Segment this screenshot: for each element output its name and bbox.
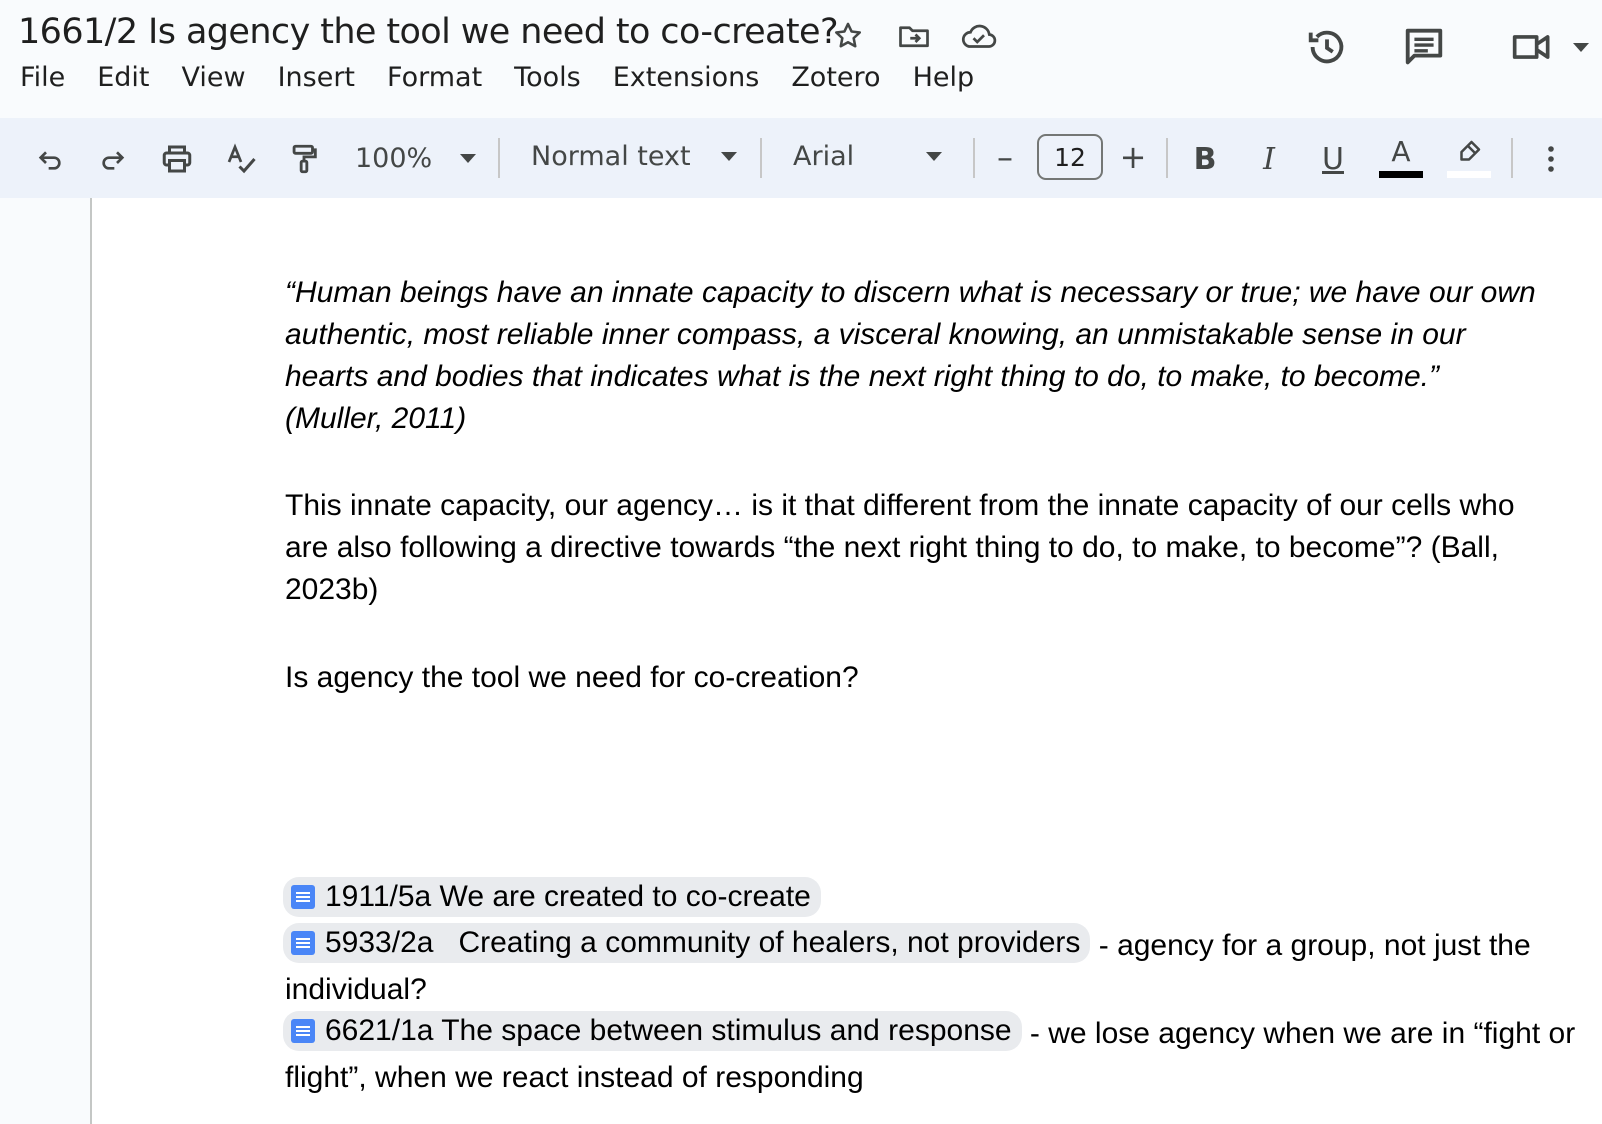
note-comment[interactable]: - we lose agency when we are in “fight or flight”, when we react instead of responding [285,1017,1576,1094]
menu-help[interactable]: Help [912,62,975,93]
chevron-down-icon [460,154,476,163]
toolbar-divider [1511,138,1513,178]
menu-zotero[interactable]: Zotero [791,62,881,93]
doc-link-title: 5933/2a Creating a community of healers, not providers [325,926,1081,959]
doc-link-title: 6621/1a The space between stimulus and response [325,1014,1012,1047]
toolbar-divider [973,138,975,178]
text-color-swatch [1379,171,1423,178]
move-to-folder-icon[interactable] [894,16,934,56]
star-icon[interactable] [828,16,868,56]
toolbar-divider [760,138,762,178]
increase-font-size-button[interactable]: + [1119,138,1147,176]
print-icon[interactable] [154,136,200,182]
version-history-icon[interactable] [1304,22,1350,72]
menu-bar [0,60,990,100]
linked-note-line [285,923,1585,1012]
doc-link-title: 1911/5a We are created to co-create [325,880,811,913]
undo-icon[interactable] [27,136,73,182]
paragraph-style-select[interactable] [531,138,737,174]
zoom-value: 100% [355,142,433,174]
linked-note-line [285,1011,1585,1100]
menu-extensions[interactable]: Extensions [612,62,760,93]
italic-button[interactable]: I [1263,141,1275,177]
document-title[interactable]: 1661/2 Is agency the tool we need to co-create? [18,12,838,52]
doc-link-chip[interactable] [283,1011,1022,1051]
spellcheck-icon[interactable] [218,136,264,182]
linked-note-line [285,877,1585,922]
paint-format-icon[interactable] [281,136,327,182]
menu-edit[interactable]: Edit [97,62,150,93]
doc-link-chip[interactable] [283,877,821,917]
quote-paragraph[interactable]: “Human beings have an innate capacity to discern what is necessary or true; we have our own authentic, most reliable inner compass, a visceral knowing, an unmistakable sense in our hearts and bodies that indicates what is the next right thing to do, to make, to become.” (Muller, 2011) [285,276,1536,435]
google-doc-icon [291,1019,315,1043]
chevron-down-icon [721,152,737,161]
body-paragraph[interactable]: This innate capacity, our agency… is it that different from the innate capacity of our cells who are also following a directive towards “the next right thing to do, to make, to become”? (Ball, 2023b) [285,489,1515,606]
text-color-button[interactable]: A [1378,134,1424,180]
menu-view[interactable]: View [181,62,246,93]
redo-icon[interactable] [90,136,136,182]
note-comment[interactable]: - agency for a group, not just the individual? [285,929,1540,1006]
menu-format[interactable]: Format [387,62,483,93]
underline-button[interactable]: U [1322,141,1344,177]
google-doc-icon [291,885,315,909]
bold-button[interactable]: B [1193,141,1217,177]
doc-link-chip[interactable] [283,923,1090,963]
google-doc-icon [291,931,315,955]
menu-file[interactable]: File [20,62,66,93]
font-family-select[interactable] [793,138,942,174]
toolbar-divider [1166,138,1168,178]
menu-insert[interactable]: Insert [277,62,356,93]
zoom-select[interactable] [355,140,476,176]
question-paragraph[interactable]: Is agency the tool we need for co-creation? [285,661,859,694]
chevron-down-icon[interactable] [1568,22,1594,72]
menu-tools[interactable]: Tools [514,62,581,93]
highlighter-icon [1453,137,1485,167]
font-size-input[interactable]: 12 [1037,134,1103,180]
highlight-color-swatch [1447,171,1491,178]
highlight-color-button[interactable] [1446,134,1492,180]
comments-icon[interactable] [1400,22,1448,72]
paragraph-style-value: Normal text [531,140,691,172]
font-family-value: Arial [793,140,855,172]
toolbar-divider [498,138,500,178]
chevron-down-icon [926,152,942,161]
cloud-saved-icon[interactable] [958,16,998,56]
more-options-icon[interactable] [1528,136,1574,182]
meet-video-icon[interactable] [1508,22,1558,72]
decrease-font-size-button[interactable]: – [997,138,1013,176]
